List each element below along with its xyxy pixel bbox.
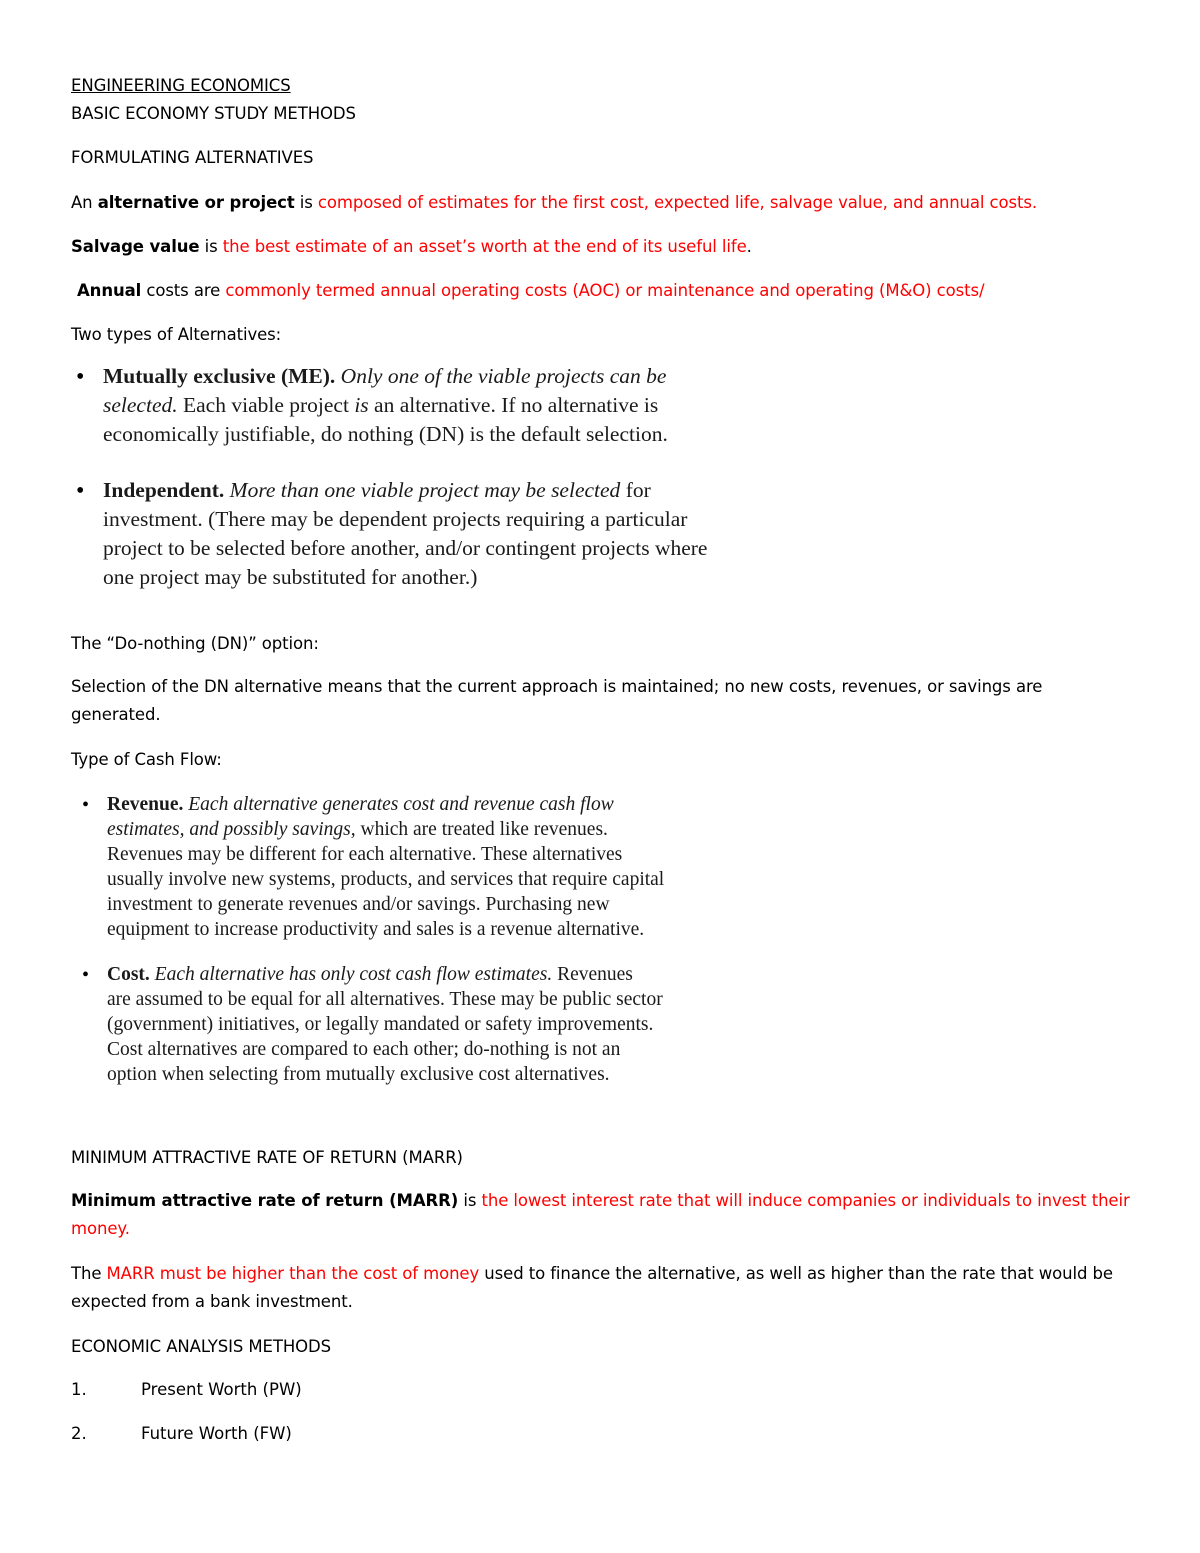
two-types-heading: Two types of Alternatives: — [71, 325, 282, 344]
bullet-icon: • — [82, 964, 90, 986]
do-nothing-heading: The “Do-nothing (DN)” option: — [71, 634, 319, 653]
marr-note: The MARR must be higher than the cost of money used to finance the alternative, as well as higher than the rate that would be expected from a bank investment. — [71, 1264, 1113, 1311]
document-page: ENGINEERING ECONOMICS BASIC ECONOMY STUDY METHODS FORMULATING ALTERNATIVES An alternative or project is composed of estimates for the first cost, expected life, salvage value, and annual costs. Salvage value is the best estimate of an asset’s worth at the end of its useful life. Annual costs are commonly termed annual operating costs (AOC) or maintenance and operating (M&O) costs/ Two types of Alternatives: • Mutually exclusive (ME). Only one of the viable projects can be selected. Each viable project is an alternative. If no alternative is economically justifiable, do nothing (DN) is the default selection. • Independent. More than one viable project may be selected for investment. (There may be dependent projects requiring a particular project to be selected before another, and/or contingent projects where one project may be substituted for another.) The “Do-nothing (DN)” option: Selection of the DN alternative means that the current approach is maintained; no new costs, revenues, or savings are generated. Type of Cash Flow: • Revenue. Each alternative generates cost and revenue cash flow estimates, and possibly savings, which are treated like revenues. Revenues may be different for each alternative. These alternatives usually involve new systems, products, and services that require capital investment to generate revenues and/or savings. Purchasing new equipment to increase productivity and sales is a revenue alternative. • Cost. Each alternative has only cost cash flow estimates. Revenues are assumed to be equal for all alternatives. These may be public sector (government) initiatives, or legally mandated or safety improvements. Cost alternatives are compared to each other; do-nothing is not an option when selecting from mutually exclusive cost alternatives. MINIMUM ATTRACTIVE RATE OF RETURN (MARR) Minimum attractive rate of return (MARR) is the lowest interest rate that will induce companies or individuals to invest their money. The MARR must be higher than the cost of money used to finance the alternative, as well as higher than the rate that would be expected from a bank investment. ECONOMIC ANALYSIS METHODS 1. Present Worth (PW) 2. Future Worth (FW) — [0, 0, 1200, 1553]
bullet-icon: • — [76, 364, 85, 390]
marr-heading: MINIMUM ATTRACTIVE RATE OF RETURN (MARR) — [71, 1148, 463, 1167]
doc-subtitle: BASIC ECONOMY STUDY METHODS — [71, 104, 356, 123]
doc-title: ENGINEERING ECONOMICS — [71, 76, 291, 95]
salvage-definition: Salvage value is the best estimate of an asset’s worth at the end of its useful life. — [71, 237, 752, 256]
section-heading-formulating: FORMULATING ALTERNATIVES — [71, 148, 314, 167]
marr-definition: Minimum attractive rate of return (MARR) is the lowest interest rate that will induce companies or individuals to invest their money. — [71, 1191, 1130, 1238]
annual-costs-definition: Annual costs are commonly termed annual operating costs (AOC) or maintenance and operating (M&O) costs/ — [77, 281, 985, 300]
cash-flow-heading: Type of Cash Flow: — [71, 750, 222, 769]
methods-heading: ECONOMIC ANALYSIS METHODS — [71, 1337, 332, 1356]
alternative-definition: An alternative or project is composed of estimates for the first cost, expected life, salvage value, and annual costs. — [71, 193, 1038, 212]
bullet-icon: • — [76, 478, 85, 504]
bullet-icon: • — [82, 794, 90, 816]
do-nothing-text: Selection of the DN alternative means that the current approach is maintained; no new costs, revenues, or savings are generated. — [71, 677, 1043, 724]
